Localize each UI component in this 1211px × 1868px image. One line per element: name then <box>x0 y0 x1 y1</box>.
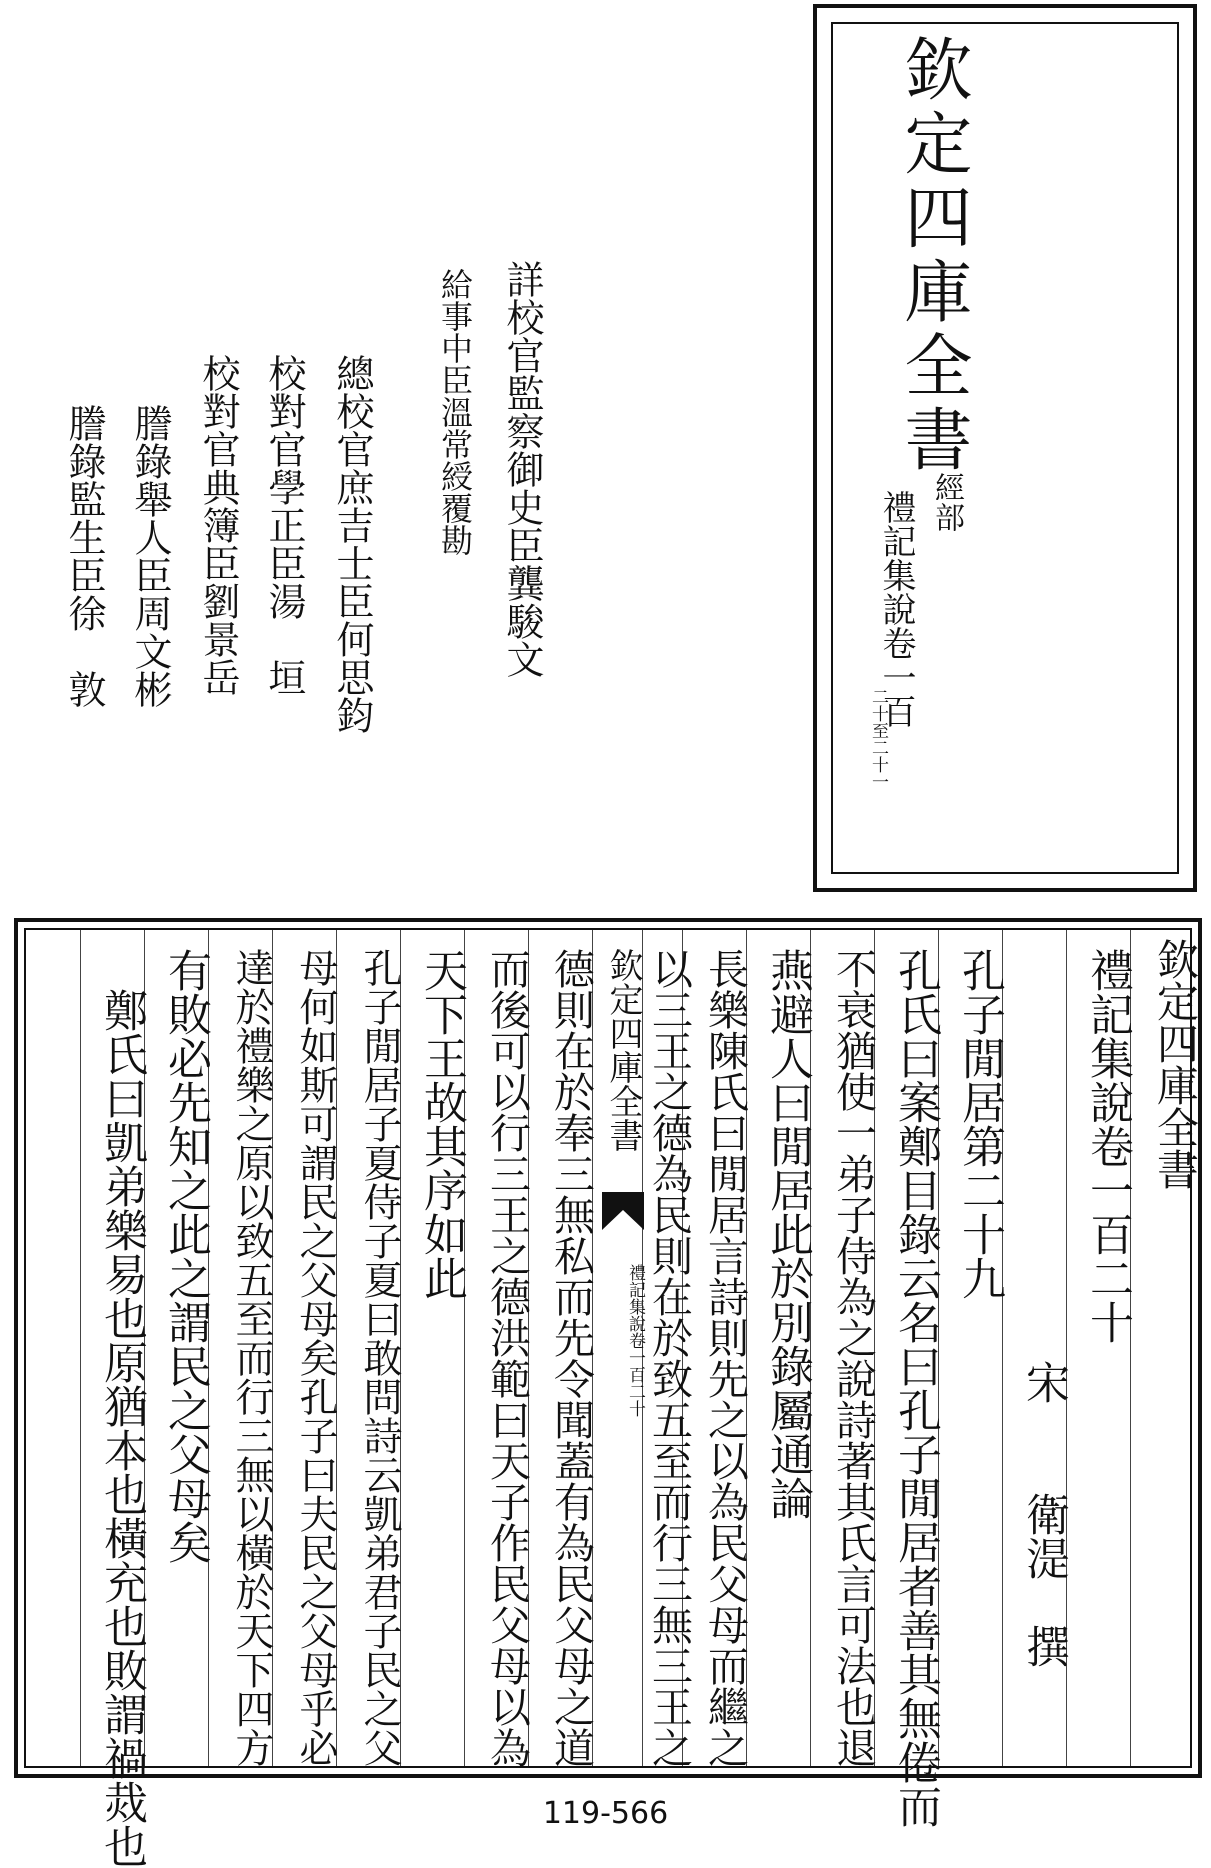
fishtail-mark-icon <box>602 1192 644 1232</box>
book-volume-label: 禮記集說卷一百 <box>876 490 916 728</box>
text-column: 宋 衛湜 撰 <box>1018 1360 1069 1668</box>
main-title: 欽定四庫全書 <box>893 34 972 478</box>
text-column: 孔子閒居第二十九 <box>954 948 1005 1300</box>
title-panel <box>813 4 1197 892</box>
text-column: 孔子閒居子夏侍子夏曰敢問詩云凱弟君子民之父 <box>357 948 402 1767</box>
text-column: 天下王故其序如此 <box>416 948 467 1300</box>
text-column: 德則在於奉三無私而先令聞蓋有為民父母之道 <box>547 948 595 1768</box>
text-column: 達於禮樂之原以致五至而行三無以橫於天下四方 <box>229 948 274 1767</box>
text-column: 有敗必先知之此之謂民之父母矣 <box>160 948 211 1564</box>
text-column: 母何如斯可謂民之父母矣孔子曰夫民之父母乎必 <box>293 948 338 1767</box>
credit-line: 謄錄監生臣徐 敦 <box>62 404 106 708</box>
text-column: 不衰猶使一弟子侍為之說詩著其氏言可法也退 <box>829 948 877 1768</box>
credit-line: 給事中臣溫常綬覆勘 <box>436 268 474 556</box>
text-column: 孔氏曰案鄭目錄云名曰孔子閒居者善其無倦而 <box>890 948 941 1828</box>
text-column: 燕避人曰閒居此於別錄屬通論 <box>762 948 813 1520</box>
text-column: 而後可以行三王之德洪範曰天子作民父母以為 <box>483 948 531 1768</box>
page-number: 119-566 <box>542 1796 669 1831</box>
page-header-title: 欽定四庫全書 <box>1151 938 1200 1190</box>
text-column: 長樂陳氏曰閒居言詩則先之以為民父母而繼之 <box>701 948 749 1768</box>
credit-line: 謄錄舉人臣周文彬 <box>128 404 172 708</box>
fold-subtitle: 禮記集說卷一百二十 <box>625 1264 645 1417</box>
center-fold <box>598 936 648 1784</box>
credit-line: 總校官庶吉士臣何思鈞 <box>330 354 374 734</box>
credit-line: 詳校官監察御史臣龔駿文 <box>500 260 544 678</box>
volume-range-label: 二十至二十一 <box>868 688 888 790</box>
department-label: 經部 <box>929 472 964 532</box>
text-column: 以三王之德為民則在於致五至而行三無三王之 <box>645 948 693 1768</box>
fold-title: 欽定四庫全書 <box>603 948 643 1152</box>
column-divider <box>80 930 81 1766</box>
text-column: 禮記集說卷一百二十 <box>1082 948 1133 1344</box>
credit-line: 校對官典簿臣劉景岳 <box>196 354 240 696</box>
text-column: 鄭氏曰凱弟樂易也原猶本也橫充也敗謂禍烖也 <box>96 988 147 1868</box>
credit-line: 校對官學正臣湯 垣 <box>262 354 306 696</box>
title-panel-inner-border <box>831 22 1179 874</box>
